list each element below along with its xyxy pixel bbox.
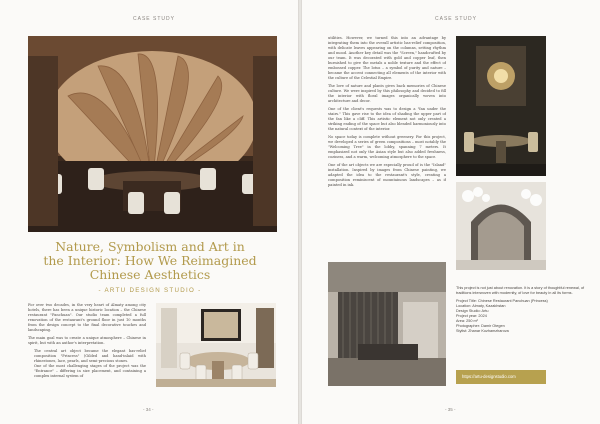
article-subtitle: - ARTU DESIGN STUDIO - <box>98 287 202 294</box>
credit-line: Photographer: Damir Otegen <box>456 324 505 328</box>
article-title <box>30 240 270 282</box>
intro-paragraph-1: For over two decades, in the very heart of Almaty among city hotels, there has been a unique historic location – the Chinese restaurant "Panchuan". Our studio team completed a full renovation of the restaurant's ground floor in just 10 months from the design concept to the final decorative touches and landscaping. <box>28 303 146 332</box>
title-line-3: Chinese Aesthetics <box>89 267 211 282</box>
body-paragraph: No space today is complete without greenery. For this project, we developed a series of green compositions – most notably the "Welcoming Tree" in the lobby, spanning 7 meters. It emphasized not only the Asian style but also added freshness, coziness, and a warm, welcoming atmosphere to the space. <box>328 135 446 159</box>
reception-image <box>328 262 446 386</box>
website-link[interactable]: https://artu-designstudio.com <box>456 370 546 384</box>
left-page <box>0 0 298 424</box>
intro-column <box>28 303 146 398</box>
bullet-item: • One of the most challenging stages of the project was the "Entrance" – differing in size placement, and containing a complex internal system of <box>34 364 146 379</box>
credit-line: Location: Almaty, Kazakhstan <box>456 304 506 308</box>
body-column <box>328 36 446 254</box>
bullet-list <box>28 349 146 379</box>
credit-line: Area: 250 m² <box>456 319 478 323</box>
credit-line: Stylist: Zhanar Kozhamzharova <box>456 329 509 333</box>
hero-image <box>28 36 277 232</box>
credit-line: Project Title: Chinese Restaurant Panchuan (Princess) <box>456 299 548 303</box>
section-header-right: CASE STUDY <box>435 16 477 22</box>
credit-line: Design Studio: Artu <box>456 309 489 313</box>
credit-line: Project year: 2024 <box>456 314 487 318</box>
closing-paragraph: This project is not just about renovation. It is a story of thoughtful renewal, of traditions interwoven with modernity, of love for beauty in all its forms. <box>456 286 585 295</box>
intro-paragraph-2: The main goal was to create a unique atmosphere – Chinese in spirit, but with an author's interpretation. <box>28 336 146 345</box>
body-paragraph: One of the art objects we are especially proud of is the "Island" installation. Inspired by images from Chinese painting, we adapted the idea to the restaurant's style, creating a composition reminiscent of mountainous landscapes – as if painted in ink. <box>328 163 446 187</box>
title-line-1: Nature, Symbolism and Art in <box>55 239 245 254</box>
arch-entrance-image <box>456 182 546 270</box>
body-paragraph: The love of nature and plants gives back memories of Chinese culture. We were inspired by this philosophy and decided to fill the interior with floral images organically woven into architecture and decor. <box>328 84 446 103</box>
credits-column <box>456 286 596 366</box>
body-paragraph: utilities. However, we turned this into an advantage by integrating them into the overall artistic bas-relief composition, with delicate leaves appearing on the columns, setting rhythm and mood. Another key detail was the "Screen," handcrafted by our team. It was decorated with gold and copper leaf, then burnished to give the metals a noble texture and the effect of embossed copper. The lotus – a symbol of purity and nature – became the accent connecting all elements of the interior with the culture of the Celestial Empire. <box>328 36 446 80</box>
right-page <box>302 0 600 424</box>
bullet-item: • The central art object became the elegant bas-relief composition "Princess" (Gilded and hand-inlaid with rhinestones, lace, pearls, and semi-precious stones. <box>34 349 146 364</box>
section-header-left: CASE STUDY <box>133 16 175 22</box>
dark-dining-image <box>456 36 546 176</box>
page-number-left: - 34 - <box>143 407 154 412</box>
private-dining-image <box>156 303 276 387</box>
body-paragraph: One of the client's requests was to design a "fan under the stairs." This gave rise to the idea of shading the upper part of the fan like a cliff. This artistic element not only created a striking ending of the space but also blended harmoniously into the natural context of the interior. <box>328 107 446 131</box>
page-number-right: - 35 - <box>445 407 456 412</box>
title-line-2: the Interior: How We Reimagined <box>43 253 257 268</box>
